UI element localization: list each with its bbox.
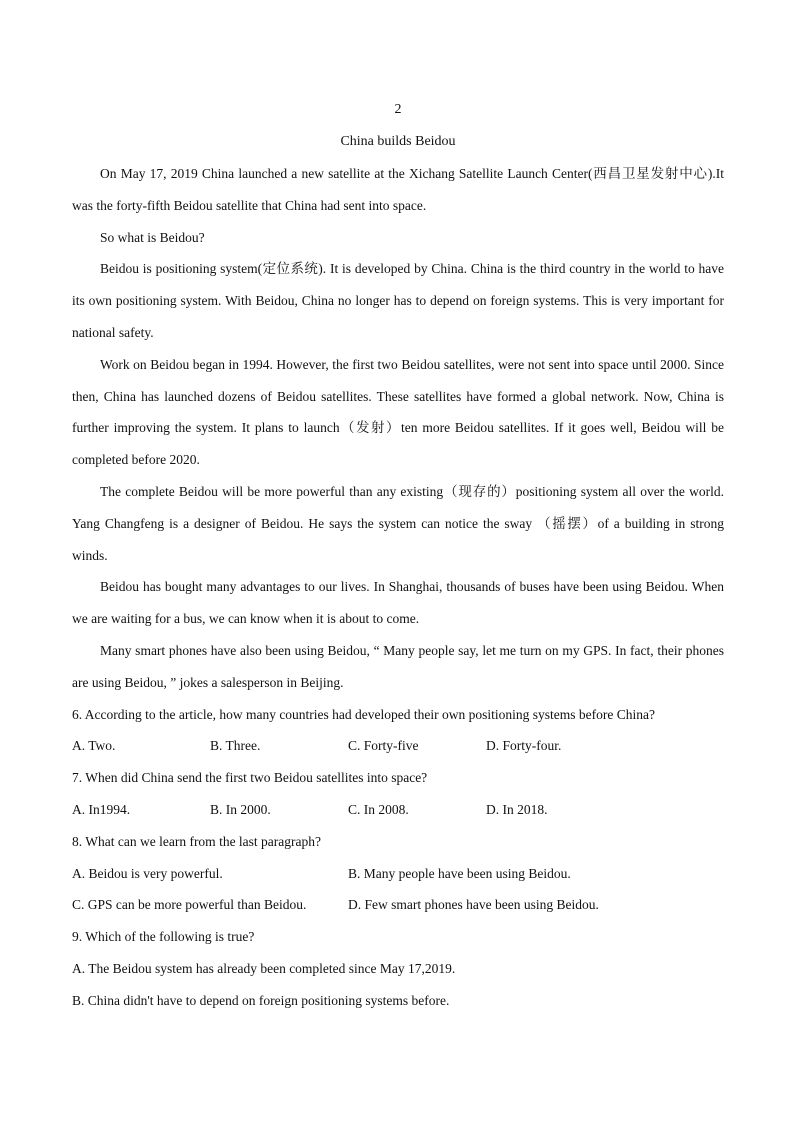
q9-option-a: A. The Beidou system has already been completed since May 17,2019.	[72, 960, 456, 976]
paragraph-7: Many smart phones have also been using Beidou, “ Many people say, let me turn on my GPS. In fact, their phones are using Beidou, ” jokes a salesperson in Beijing.	[72, 642, 724, 690]
q7-option-d: D. In 2018.	[486, 801, 548, 817]
document-page	[72, 100, 724, 1017]
q7-option-c: C. In 2008.	[348, 801, 409, 817]
q8-option-b: B. Many people have been using Beidou.	[348, 865, 571, 881]
question-8-options-row-2	[72, 889, 724, 921]
question-8-stem: 8. What can we learn from the last paragraph?	[72, 833, 322, 849]
q8-option-c: C. GPS can be more powerful than Beidou.	[72, 897, 307, 913]
question-7-stem: 7. When did China send the first two Beidou satellites into space?	[72, 770, 428, 786]
q6-option-c: C. Forty-five	[348, 738, 419, 754]
article-body	[72, 158, 724, 699]
paragraph-3: Beidou is positioning system(定位系统). It is developed by China. China is the third country in the world to have its own positioning system. With Beidou, China no longer has to depend on foreign systems. This is very important for national safety.	[72, 261, 724, 340]
q6-option-b: B. Three.	[210, 738, 261, 754]
q8-option-a: A. Beidou is very powerful.	[72, 865, 223, 881]
q9-option-b: B. China didn't have to depend on foreign positioning systems before.	[72, 992, 450, 1008]
question-9-stem: 9. Which of the following is true?	[72, 929, 255, 945]
question-6-stem: 6. According to the article, how many countries had developed their own positioning systems before China?	[72, 706, 655, 722]
question-6-options	[72, 730, 724, 762]
paragraph-1: On May 17, 2019 China launched a new satellite at the Xichang Satellite Launch Center(西昌卫星发射中心).It was the forty-fifth Beidou satellite that China had sent into space.	[72, 166, 724, 213]
page-number: 2	[394, 102, 402, 117]
question-8-options-row-1	[72, 858, 724, 890]
q7-option-b: B. In 2000.	[210, 801, 271, 817]
paragraph-5: The complete Beidou will be more powerful than any existing（现存的）positioning system all over the world. Yang Changfeng is a designer of Beidou. He says the system can notice the sway （摇摆）of a building in strong winds.	[72, 483, 724, 563]
q7-option-a: A. In1994.	[72, 801, 131, 817]
paragraph-4: Work on Beidou began in 1994. However, the first two Beidou satellites, were not sent into space until 2000. Since then, China has launched dozens of Beidou satellites. These satellites have formed a global network. Now, China is further improving the system. It plans to launch（发射）ten more Beidou satellites. If it goes well, Beidou will be completed before 2020.	[72, 356, 724, 468]
paragraph-2: So what is Beidou?	[100, 229, 205, 245]
article-title: China builds Beidou	[340, 134, 456, 149]
q6-option-d: D. Forty-four.	[486, 738, 562, 754]
q6-option-a: A. Two.	[72, 738, 116, 754]
q8-option-d: D. Few smart phones have been using Beidou.	[348, 897, 599, 913]
paragraph-6: Beidou has bought many advantages to our lives. In Shanghai, thousands of buses have been using Beidou. When we are waiting for a bus, we can know when it is about to come.	[72, 579, 724, 627]
questions-section	[72, 699, 724, 1017]
question-7-options	[72, 794, 724, 826]
